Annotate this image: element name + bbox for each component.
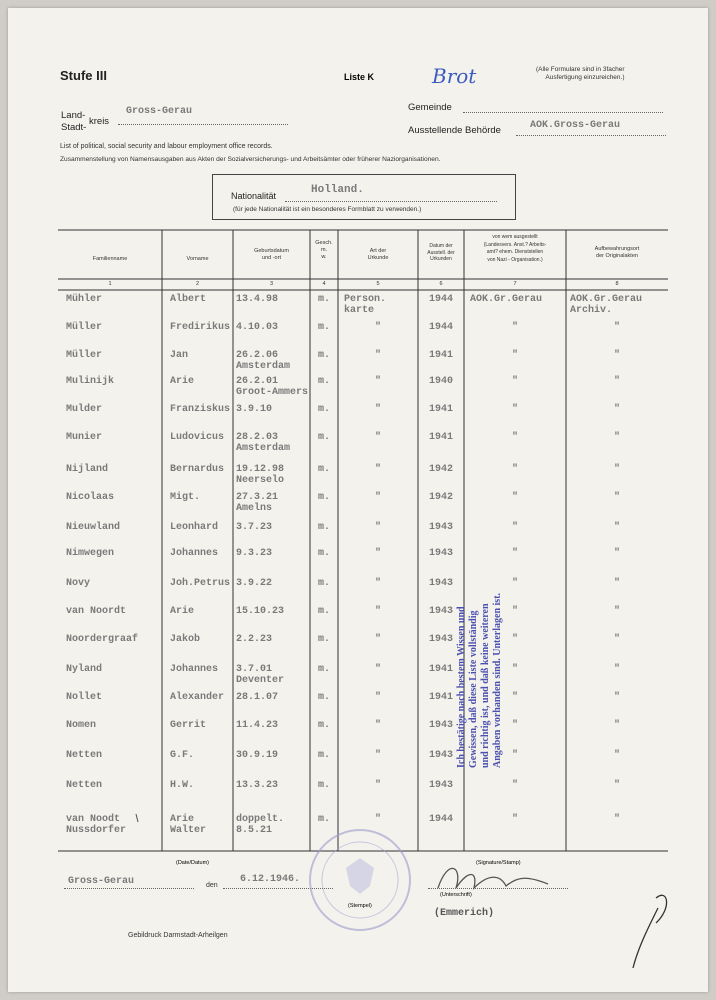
cell-g: m.: [317, 814, 330, 825]
col-header-1: Familienname: [92, 256, 128, 262]
cell-geburt2: Deventer: [236, 675, 285, 686]
document-page: [8, 8, 708, 992]
cell-name: van Noodt: [66, 814, 121, 825]
cell-datum: 1941: [428, 692, 453, 703]
cell-name: Novy: [66, 578, 91, 589]
cell-geburt: 28.1.07: [236, 692, 279, 703]
cell-datum: 1943: [428, 780, 453, 791]
cell-von: ": [511, 606, 518, 617]
cell-ort: ": [613, 464, 620, 475]
stempel-label: (Stempel): [348, 903, 372, 909]
cell-art: ": [374, 814, 381, 825]
col-number-3: 3: [269, 281, 274, 287]
cell-geburt: 26.2.01: [236, 376, 279, 387]
cell-geburt2: Amelns: [236, 503, 273, 514]
cell-name: Munier: [66, 432, 103, 443]
cell-g: m.: [317, 432, 330, 443]
cell-g: m.: [317, 376, 330, 387]
cell-datum: 1943: [428, 750, 453, 761]
cell-geburt: doppelt.: [236, 814, 285, 825]
cell-art: ": [374, 634, 381, 645]
cell-geburt: 26.2.06: [236, 350, 279, 361]
cell-datum: 1941: [428, 404, 453, 415]
cell-art: ": [374, 492, 381, 503]
printer-note: Gebildruck Darmstadt-Arheilgen: [128, 932, 228, 939]
cell-name: Noordergraaf: [66, 634, 139, 645]
cell-name: Müller: [66, 350, 103, 361]
cell-geburt: 13.4.98: [236, 294, 279, 305]
cell-vorname: Johannes: [170, 548, 219, 559]
cell-art: ": [374, 692, 381, 703]
cell-vorname: Arie: [170, 814, 195, 825]
cell-g: m.: [317, 664, 330, 675]
cell-art: ": [374, 750, 381, 761]
cell-geburt: 13.3.23: [236, 780, 279, 791]
signature-line: [428, 888, 568, 889]
cell-vorname: Albert: [170, 294, 207, 305]
date-label: (Date/Datum): [176, 860, 210, 866]
cell-ort: ": [613, 404, 620, 415]
cell-von: ": [511, 464, 518, 475]
cell-von: ": [511, 720, 518, 731]
cell-name: Nollet: [66, 692, 103, 703]
cell-ort: ": [613, 692, 620, 703]
cell-name: Netten: [66, 750, 103, 761]
cell-vorname: Migt.: [170, 492, 201, 503]
cell-geburt: 3.7.01: [236, 664, 273, 675]
cell-vorname: Franziskus: [170, 404, 231, 415]
stamp-line-3: und richtig ist, und daß keine weiteren: [480, 603, 491, 768]
cell-datum: 1943: [428, 548, 453, 559]
cell-name: Nijland: [66, 464, 109, 475]
cell-name: Nimwegen: [66, 548, 115, 559]
cell-name: Müller: [66, 322, 103, 333]
cell-name2: Nussdorfer: [66, 825, 127, 836]
stamp-line-4: Angaben vorhanden sind. Unterlagen ist.: [492, 592, 503, 768]
cell-g: m.: [317, 692, 330, 703]
cell-ort: ": [613, 492, 620, 503]
col-header-6: Datum der Ausstell. der Urkunden: [427, 243, 455, 262]
gemeinde-label: Gemeinde: [408, 102, 452, 113]
handwritten-note: Brot: [432, 64, 477, 88]
cell-ort: ": [613, 548, 620, 559]
den-label: den: [206, 882, 218, 889]
cell-g: m.: [317, 464, 330, 475]
cell-von: ": [511, 432, 518, 443]
cell-g: m.: [317, 634, 330, 645]
stamp-line-2: Gewissen, daß diese Liste vollständig: [468, 610, 479, 768]
cell-von: ": [511, 548, 518, 559]
copies-note-line1: (Alle Formulare sind in 3facher: [536, 66, 625, 73]
cell-geburt2: 8.5.21: [236, 825, 273, 836]
cell-von: ": [511, 522, 518, 533]
kreis-value: Gross-Gerau: [126, 106, 193, 117]
cell-art: ": [374, 606, 381, 617]
cell-name: Nieuwland: [66, 522, 121, 533]
cell-vorname: Johannes: [170, 664, 219, 675]
nationality-label: Nationalität: [231, 191, 277, 201]
cell-name: van Noordt: [66, 606, 127, 617]
cell-von: ": [511, 664, 518, 675]
col-number-2: 2: [195, 281, 200, 287]
cell-geburt: 28.2.03: [236, 432, 279, 443]
cell-art: ": [374, 720, 381, 731]
col-number-8: 8: [615, 281, 619, 287]
cell-datum: 1944: [428, 814, 453, 825]
cell-vorname: H.W.: [170, 780, 195, 791]
cell-art: ": [374, 404, 381, 415]
cell-g: m.: [317, 606, 330, 617]
cell-art2: karte: [344, 305, 375, 316]
cell-datum: 1942: [428, 464, 453, 475]
cell-ort: ": [613, 322, 620, 333]
nationality-value: Holland.: [311, 184, 364, 196]
cell-von: ": [511, 492, 518, 503]
cell-von: ": [511, 692, 518, 703]
kreis-label: kreis: [89, 116, 110, 127]
col-header-4: Gesch. m. w.: [315, 240, 333, 260]
cell-g: m.: [317, 322, 330, 333]
cell-von: ": [511, 814, 518, 825]
col-header-7: von wem ausgestellt (Landesvers. Anst.? Arbeits- amt? ehem. Dienststellen von Nazi - Organisation.): [483, 234, 547, 263]
behoerde-label: Ausstellende Behörde: [408, 125, 501, 136]
cell-datum: 1944: [428, 294, 453, 305]
cell-vorname: Alexander: [170, 692, 225, 703]
cell-art: ": [374, 780, 381, 791]
cell-ort: ": [613, 606, 620, 617]
cell-geburt2: Amsterdam: [236, 361, 291, 372]
cell-geburt: 11.4.23: [236, 720, 279, 731]
cell-vorname: Ludovicus: [170, 432, 225, 443]
signatory-name: (Emmerich): [434, 908, 495, 919]
cell-g: m.: [317, 548, 330, 559]
cell-geburt2: Amsterdam: [236, 443, 291, 454]
col-header-3: Geburtsdatum und -ort: [254, 248, 289, 261]
cell-vorname: Gerrit: [170, 720, 207, 731]
cell-vorname: Bernardus: [170, 464, 225, 475]
cell-geburt: 3.9.10: [236, 404, 273, 415]
cell-ort: ": [613, 432, 620, 443]
cell-art: ": [374, 464, 381, 475]
cell-datum: 1941: [428, 350, 453, 361]
cell-art: ": [374, 322, 381, 333]
cell-geburt: 3.9.22: [236, 578, 273, 589]
cell-geburt: 19.12.98: [236, 464, 285, 475]
cell-g: m.: [317, 492, 330, 503]
cell-vorname: G.F.: [170, 750, 195, 761]
cell-name: Mulder: [66, 404, 103, 415]
cell-g: m.: [317, 350, 330, 361]
description-de: Zusammenstellung von Namensausgaben aus Akten der Sozialversicherungs- und Arbeitsämter oder früherer Naziorganisationen.: [60, 156, 441, 163]
cell-name: Mulinijk: [66, 376, 115, 387]
col-number-5: 5: [376, 281, 380, 287]
liste-label: Liste K: [344, 72, 375, 82]
cell-ort: ": [613, 664, 620, 675]
land-label: Land-: [61, 110, 86, 121]
cell-geburt2: Neerselo: [236, 475, 285, 486]
cell-datum: 1943: [428, 634, 453, 645]
cell-name: Nyland: [66, 664, 103, 675]
cell-g: m.: [317, 294, 330, 305]
cell-datum: 1942: [428, 492, 453, 503]
stamp-line-1: Ich bestätige nach bestem Wissen und: [456, 606, 467, 768]
cell-von: ": [511, 780, 518, 791]
cell-ort: ": [613, 522, 620, 533]
cell-vorname: Joh.Petrus: [170, 578, 231, 589]
stadt-label: Stadt-: [61, 122, 87, 133]
cell-datum: 1943: [428, 522, 453, 533]
cell-g: m.: [317, 780, 330, 791]
cell-ort: ": [613, 750, 620, 761]
cell-vorname2: Walter: [170, 825, 207, 836]
col-header-8: Aufbewahrungsort der Originalakten: [594, 246, 640, 259]
stufe-title: Stufe III: [60, 68, 107, 83]
cell-art: ": [374, 522, 381, 533]
place-value: Gross-Gerau: [68, 876, 135, 887]
cell-vorname: Arie: [170, 606, 195, 617]
certification-stamp: [456, 593, 504, 768]
cell-g: m.: [317, 750, 330, 761]
cell-name: Nomen: [66, 720, 97, 731]
cell-vorname: Jakob: [170, 634, 201, 645]
cell-g: m.: [317, 720, 330, 731]
date-line: [223, 888, 333, 889]
cell-von: AOK.Gr.Gerau: [470, 294, 543, 305]
cell-von: ": [511, 578, 518, 589]
description-en: List of political, social security and labour employment office records.: [60, 143, 273, 150]
cell-geburt: 30.9.19: [236, 750, 279, 761]
behoerde-value: AOK.Gross-Gerau: [530, 120, 621, 131]
col-header-2: Vorname: [186, 256, 209, 262]
cell-geburt: 15.10.23: [236, 606, 285, 617]
col-number-4: 4: [322, 281, 326, 287]
cell-name: Netten: [66, 780, 103, 791]
unterschrift-label: (Unterschrift): [440, 892, 472, 898]
copies-note-line2: Ausfertigung einzureichen.): [545, 74, 625, 81]
nationality-note: (für jede Nationalität ist ein besonderes Formblatt zu verwenden.): [233, 206, 422, 213]
cell-datum: 1941: [428, 664, 453, 675]
cell-von: ": [511, 350, 518, 361]
cell-datum: 1940: [428, 376, 453, 387]
cell-geburt: 2.2.23: [236, 634, 273, 645]
cell-art: ": [374, 376, 381, 387]
cell-ort: ": [613, 350, 620, 361]
cell-art: ": [374, 350, 381, 361]
cell-ort: ": [613, 634, 620, 645]
cell-ort: ": [613, 578, 620, 589]
col-header-5: Art der Urkunde: [367, 248, 389, 261]
cell-g: m.: [317, 522, 330, 533]
cell-art: Person.: [344, 294, 387, 305]
cell-vorname: Jan: [170, 350, 189, 361]
cell-von: ": [511, 634, 518, 645]
cell-ort: ": [613, 780, 620, 791]
cell-art: ": [374, 664, 381, 675]
date-value: 6.12.1946.: [240, 874, 301, 885]
col-number-1: 1: [108, 281, 112, 287]
cell-datum: 1944: [428, 322, 453, 333]
cell-von: ": [511, 750, 518, 761]
cell-ort2: Archiv.: [570, 305, 613, 316]
cell-vorname: Arie: [170, 376, 195, 387]
cell-geburt: 9.3.23: [236, 548, 273, 559]
cell-geburt2: Groot-Ammers: [236, 387, 309, 398]
cell-datum: 1943: [428, 578, 453, 589]
cell-geburt: 4.10.03: [236, 322, 279, 333]
cell-geburt: 27.3.21: [236, 492, 279, 503]
cell-von: ": [511, 404, 518, 415]
cell-geburt: 3.7.23: [236, 522, 273, 533]
cell-vorname: Leonhard: [170, 522, 219, 533]
cell-g: m.: [317, 578, 330, 589]
cell-datum: 1941: [428, 432, 453, 443]
col-number-7: 7: [513, 281, 517, 287]
cell-art: ": [374, 548, 381, 559]
place-line: [64, 888, 194, 889]
cell-von: ": [511, 322, 518, 333]
cell-art: ": [374, 432, 381, 443]
cell-vorname: Fredirikus: [170, 322, 231, 333]
cell-ort: AOK.Gr.Gerau: [570, 294, 643, 305]
cell-g: m.: [317, 404, 330, 415]
cell-datum: 1943: [428, 606, 453, 617]
cell-name: Nicolaas: [66, 492, 115, 503]
cell-name: Mühler: [66, 294, 103, 305]
cell-ort: ": [613, 376, 620, 387]
signature-label: (Signature/Stamp): [476, 860, 521, 866]
cell-von: ": [511, 376, 518, 387]
cell-ort: ": [613, 814, 620, 825]
cell-art: ": [374, 578, 381, 589]
col-number-6: 6: [439, 281, 443, 287]
cell-ort: ": [613, 720, 620, 731]
cell-datum: 1943: [428, 720, 453, 731]
